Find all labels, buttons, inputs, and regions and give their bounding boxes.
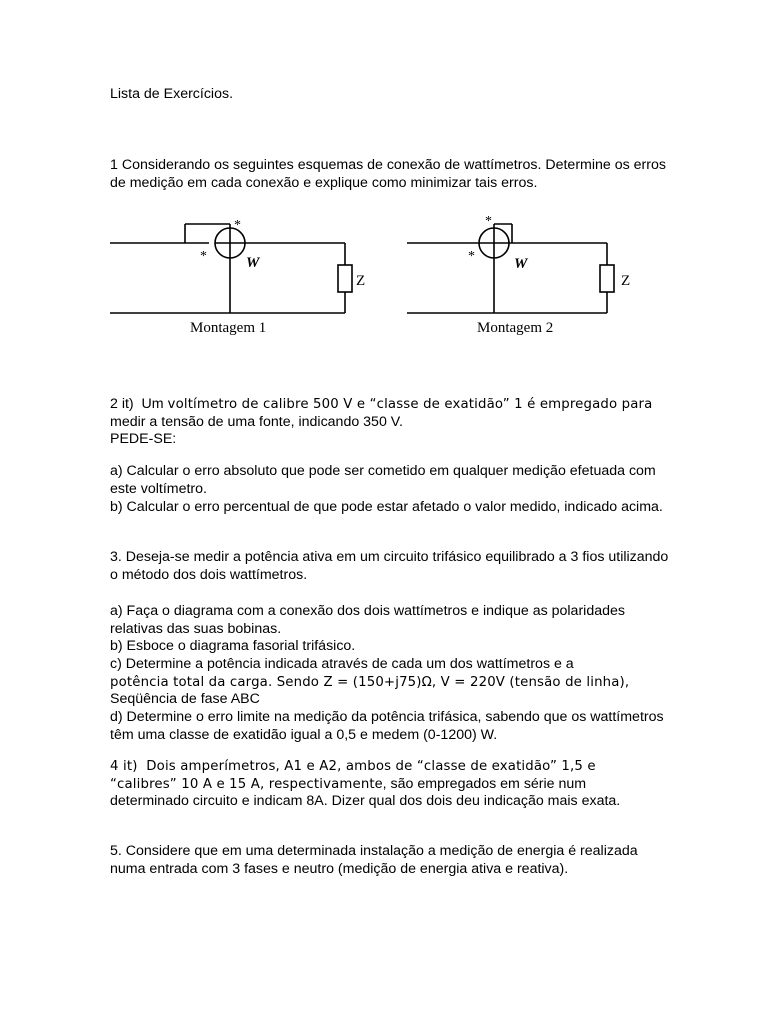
montagem-2-caption: Montagem 2 (477, 320, 554, 336)
montagem-2-diagram (407, 224, 614, 313)
question-2-item-b: b) Calcular o erro percentual de que pode estar afetado o valor medido, indicado acima. (110, 499, 663, 515)
question-3-item-d: d) Determine o erro limite na medição da potência trifásica, sabendo que os wattímetros têm uma classe de exatidão igual a 0,5 e medem (0-1200) W. (110, 709, 668, 743)
question-1-text: 1 Considerando os seguintes esquemas de conexão de wattímetros. Determine os erros de medição em cada conexão e explique como minimizar tais erros. (110, 157, 670, 191)
question-3-item-b: b) Esboce o diagrama fasorial trifásico. (110, 638, 356, 654)
montagem-1-diagram (110, 224, 352, 313)
question-2-rest: voltímetro de calibre 500 V e “classe de exatidão” 1 é empregado para (167, 397, 653, 412)
question-4-rest: determinado circuito e indicam 8A. Dizer qual dos dois deu indicação mais exata. (110, 793, 621, 809)
question-4-line-1: 4 it) Dois amperímetros, A1 e A2, ambos de “classe de exatidão” 1,5 e (110, 759, 596, 774)
wattmeter-label: W (514, 256, 528, 272)
question-4-line-2-b: e, são empregados em série num (374, 775, 587, 792)
wattmeter-diagrams (100, 210, 660, 345)
question-2-line-1 (110, 396, 680, 414)
question-2-pede-se: PEDE-SE: (110, 431, 177, 447)
question-3-text: 3. Deseja-se medir a potência ativa em um circuito trifásico equilibrado a 3 fios utilizando o método dos dois wattímetros. (110, 549, 673, 583)
question-3-item-c-line-1: c) Determine a potência indicada através de cada um dos wattímetros e a (110, 656, 574, 672)
polarity-mark: * (200, 249, 207, 264)
polarity-mark: * (485, 214, 492, 229)
load-z-1 (338, 265, 352, 292)
question-3-item-c-line-2: potência total da carga. Sendo Z = (150+j75)Ω, V = 220V (tensão de linha), (110, 674, 630, 690)
load-z-2 (600, 265, 614, 292)
question-2-line-2: medir a tensão de uma fonte, indicando 350 V. (110, 413, 403, 430)
wattmeter-label: W (246, 255, 260, 271)
polarity-mark: * (468, 249, 475, 264)
load-label: Z (621, 273, 631, 289)
question-5-text: 5. Considere que em uma determinada instalação a medição de energia é realizada numa entrada com 3 fases e neutro (medição de energia ativa e reativa). (110, 843, 642, 877)
question-3-item-a: a) Faça o diagrama com a conexão dos dois wattímetros e indique as polaridades relativas das suas bobinas. (110, 603, 629, 637)
question-2-prefix: 2 it) Um (110, 396, 168, 412)
document-title: Lista de Exercícios. (110, 86, 234, 102)
montagem-1-caption: Montagem 1 (190, 320, 267, 336)
question-2-item-a: a) Calcular o erro absoluto que pode ser cometido em qualquer medição efetuada com este voltímetro. (110, 463, 660, 497)
question-4-line-2 (110, 776, 670, 794)
question-4-line-2-a: “calibres” 10 A e 15 A, respectivament (110, 776, 375, 792)
load-label: Z (356, 273, 366, 289)
question-3-item-c-line-3: Seqüência de fase ABC (110, 691, 260, 707)
polarity-mark: * (234, 218, 241, 233)
